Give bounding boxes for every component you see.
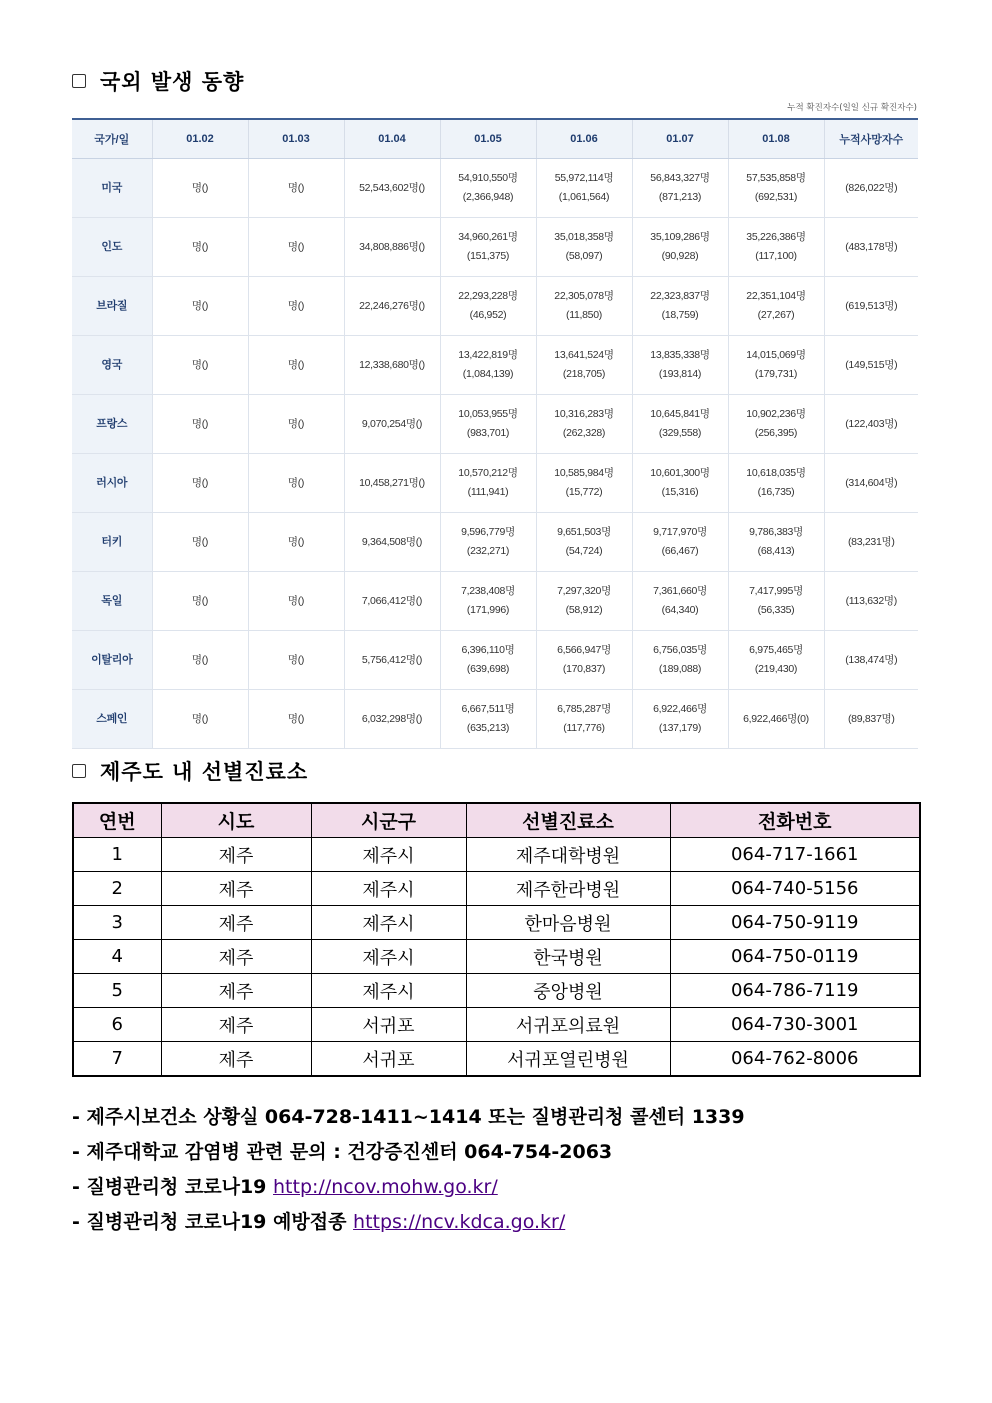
country-cell: 이탈리아: [72, 631, 152, 690]
value-line: 22,293,228명: [458, 290, 518, 302]
country-cell: 스페인: [72, 690, 152, 749]
clinic-cell: 제주한라병원: [466, 872, 670, 906]
value-cell: [248, 159, 344, 218]
table-row: [72, 513, 918, 572]
value-line: 9,364,508명(): [361, 535, 423, 548]
value-cell: [632, 572, 728, 631]
value-cell: [536, 277, 632, 336]
country-cell: 미국: [72, 159, 152, 218]
country-cell: 영국: [72, 336, 152, 395]
country-cell: 브라질: [72, 277, 152, 336]
table-row: [72, 159, 918, 218]
value-line: 13,422,819명: [458, 349, 518, 361]
overseas-header-cell: 01.06: [536, 119, 632, 159]
value-line: 35,018,358명: [554, 231, 614, 243]
value-line: 10,316,283명: [554, 408, 614, 420]
value-cell: [824, 690, 918, 749]
value-line: 10,570,212명: [458, 467, 518, 479]
value-line: (218,705): [562, 368, 606, 380]
value-cell: [440, 631, 536, 690]
value-line: 35,226,386명: [746, 231, 806, 243]
value-cell: [248, 218, 344, 277]
value-cell: [824, 277, 918, 336]
value-line: 6,396,110명: [461, 644, 515, 656]
value-line: (122,403명): [845, 417, 898, 430]
clinic-cell: 서귀포열린병원: [466, 1042, 670, 1077]
value-line: 명(): [287, 712, 305, 725]
value-cell: [344, 336, 440, 395]
table-row: [72, 336, 918, 395]
value-line: 명(): [191, 476, 209, 489]
overseas-title-text: 국외 발생 동향: [100, 70, 245, 94]
clinic-cell: 6: [73, 1008, 161, 1042]
value-line: (66,467): [661, 545, 699, 557]
value-line: (1,061,564): [558, 191, 610, 203]
value-cell: [344, 218, 440, 277]
value-line: (149,515명): [845, 358, 898, 371]
value-cell: [344, 277, 440, 336]
value-cell: [728, 218, 824, 277]
value-line: 명(): [287, 181, 305, 194]
overseas-section-title: [72, 66, 244, 96]
value-line: (170,837): [562, 663, 606, 675]
clinic-cell: 서귀포: [311, 1008, 466, 1042]
value-cell: [536, 336, 632, 395]
clinic-cell: 4: [73, 940, 161, 974]
value-cell: [344, 513, 440, 572]
value-line: (151,375): [466, 250, 510, 262]
value-line: 6,032,298명(): [361, 712, 423, 725]
contact-info: [72, 1100, 745, 1240]
overseas-header-cell: 누적사망자수: [824, 119, 918, 159]
value-cell: [728, 159, 824, 218]
value-line: 7,238,408명: [461, 585, 515, 597]
value-line: 명(): [287, 240, 305, 253]
table-row: [73, 838, 920, 872]
value-line: 6,667,511명: [461, 703, 515, 715]
value-line: 9,070,254명(): [361, 417, 423, 430]
value-line: 6,785,287명: [557, 703, 611, 715]
value-line: 6,975,465명: [749, 644, 803, 656]
value-line: 14,015,069명: [746, 349, 806, 361]
value-line: (64,340): [661, 604, 699, 616]
value-cell: [536, 631, 632, 690]
value-line: (138,474명): [845, 653, 898, 666]
clinic-header-cell: 시군구: [311, 803, 466, 838]
overseas-table: [72, 118, 918, 749]
value-line: 6,756,035명: [653, 644, 707, 656]
clinic-cell: 5: [73, 974, 161, 1008]
value-line: 7,066,412명(): [361, 594, 423, 607]
value-line: (983,701): [466, 427, 510, 439]
value-line: (826,022명): [845, 181, 898, 194]
value-cell: [152, 336, 248, 395]
value-line: (117,776): [563, 722, 605, 734]
table-row: [72, 572, 918, 631]
value-cell: [248, 277, 344, 336]
value-cell: [632, 690, 728, 749]
value-line: 34,960,261명: [458, 231, 518, 243]
overseas-header-cell: 01.05: [440, 119, 536, 159]
value-cell: [536, 690, 632, 749]
value-line: 명(): [191, 535, 209, 548]
contact-line-2: - 제주대학교 감염병 관련 문의 : 건강증진센터 064-754-2063: [72, 1141, 613, 1163]
value-line: 6,922,466명: [653, 703, 707, 715]
overseas-header-cell: 01.07: [632, 119, 728, 159]
ncov-link[interactable]: http://ncov.mohw.go.kr/: [273, 1176, 498, 1198]
value-line: 12,338,680명(): [359, 358, 425, 371]
value-line: 10,458,271명(): [359, 476, 425, 489]
table-row: [73, 1008, 920, 1042]
clinic-cell: 제주시: [311, 974, 466, 1008]
clinic-cell: 064-730-3001: [670, 1008, 920, 1042]
value-line: 6,922,466명(0): [743, 712, 809, 725]
value-line: 22,351,104명: [746, 290, 806, 302]
value-line: 명(): [191, 653, 209, 666]
value-cell: [344, 395, 440, 454]
value-line: (256,395): [754, 427, 798, 439]
value-cell: [440, 395, 536, 454]
value-cell: [152, 631, 248, 690]
value-line: 명(): [287, 476, 305, 489]
value-cell: [248, 513, 344, 572]
clinic-cell: 한국병원: [466, 940, 670, 974]
value-line: (639,698): [466, 663, 510, 675]
value-cell: [632, 218, 728, 277]
clinic-cell: 서귀포: [311, 1042, 466, 1077]
value-line: (111,941): [467, 486, 509, 498]
value-line: (137,179): [658, 722, 702, 734]
clinic-header-cell: 연번: [73, 803, 161, 838]
clinic-header-cell: 시도: [161, 803, 311, 838]
value-cell: [152, 218, 248, 277]
value-cell: [728, 513, 824, 572]
value-line: (18,759): [661, 309, 699, 321]
value-cell: [536, 572, 632, 631]
value-cell: [152, 572, 248, 631]
value-line: 명(): [191, 299, 209, 312]
value-cell: [632, 159, 728, 218]
value-cell: [440, 336, 536, 395]
value-cell: [824, 454, 918, 513]
value-cell: [728, 336, 824, 395]
value-cell: [632, 454, 728, 513]
value-cell: [824, 572, 918, 631]
table-row: [73, 940, 920, 974]
overseas-header-cell: 01.08: [728, 119, 824, 159]
overseas-header-row: [72, 119, 918, 159]
contact-line-4-text: - 질병관리청 코로나19 예방접종: [72, 1211, 354, 1233]
clinic-cell: 064-762-8006: [670, 1042, 920, 1077]
table-row: [72, 690, 918, 749]
value-line: (179,731): [754, 368, 798, 380]
value-line: 9,786,383명: [749, 526, 803, 538]
checkbox-icon: [72, 74, 86, 88]
value-cell: [536, 513, 632, 572]
value-line: (232,271): [466, 545, 510, 557]
table-row: [72, 218, 918, 277]
table-row: [73, 1042, 920, 1077]
value-line: 명(): [191, 712, 209, 725]
value-cell: [152, 454, 248, 513]
clinic-cell: 제주: [161, 1042, 311, 1077]
value-line: 52,543,602명(): [359, 181, 425, 194]
value-cell: [728, 454, 824, 513]
value-line: 명(): [191, 417, 209, 430]
value-cell: [440, 572, 536, 631]
value-line: 9,596,779명: [461, 526, 515, 538]
clinic-cell: 제주: [161, 940, 311, 974]
value-line: 10,601,300명: [650, 467, 710, 479]
value-line: (219,430): [754, 663, 798, 675]
value-line: (68,413): [757, 545, 795, 557]
value-line: (113,632명): [845, 594, 897, 607]
overseas-header-cell: 01.04: [344, 119, 440, 159]
clinic-cell: 064-740-5156: [670, 872, 920, 906]
value-line: (635,213): [466, 722, 510, 734]
ncv-link[interactable]: https://ncv.kdca.go.kr/: [353, 1211, 566, 1233]
value-line: (329,558): [658, 427, 702, 439]
clinic-cell: 제주시: [311, 872, 466, 906]
contact-line-4: [72, 1205, 745, 1240]
clinic-cell: 서귀포의료원: [466, 1008, 670, 1042]
value-line: (483,178명): [845, 240, 898, 253]
value-line: 명(): [287, 653, 305, 666]
value-cell: [728, 690, 824, 749]
value-line: (171,996): [466, 604, 510, 616]
value-line: (54,724): [565, 545, 603, 557]
value-cell: [152, 513, 248, 572]
value-line: 10,645,841명: [650, 408, 710, 420]
value-line: 명(): [191, 594, 209, 607]
value-cell: [440, 218, 536, 277]
table-row: [73, 872, 920, 906]
value-cell: [440, 159, 536, 218]
value-cell: [344, 572, 440, 631]
value-cell: [248, 395, 344, 454]
value-cell: [728, 572, 824, 631]
clinic-cell: 7: [73, 1042, 161, 1077]
country-cell: 러시아: [72, 454, 152, 513]
value-cell: [344, 631, 440, 690]
value-line: 57,535,858명: [746, 172, 806, 184]
value-cell: [728, 277, 824, 336]
value-line: 6,566,947명: [557, 644, 611, 656]
value-line: 명(): [191, 240, 209, 253]
country-cell: 프랑스: [72, 395, 152, 454]
value-line: 명(): [287, 594, 305, 607]
clinic-cell: 제주시: [311, 838, 466, 872]
value-cell: [152, 395, 248, 454]
value-line: (56,335): [757, 604, 795, 616]
clinic-cell: 3: [73, 906, 161, 940]
value-cell: [440, 277, 536, 336]
clinic-section-title: [72, 756, 308, 786]
clinic-cell: 064-717-1661: [670, 838, 920, 872]
value-line: 9,651,503명: [557, 526, 611, 538]
value-line: 5,756,412명(): [361, 653, 423, 666]
value-line: (1,084,139): [462, 368, 514, 380]
value-cell: [248, 631, 344, 690]
value-line: (90,928): [661, 250, 699, 262]
value-cell: [536, 395, 632, 454]
clinic-header-cell: 선별진료소: [466, 803, 670, 838]
clinic-cell: 제주: [161, 974, 311, 1008]
clinic-cell: 제주시: [311, 940, 466, 974]
value-cell: [344, 454, 440, 513]
value-line: (15,316): [661, 486, 699, 498]
clinic-cell: 한마음병원: [466, 906, 670, 940]
value-line: 명(): [287, 535, 305, 548]
clinic-cell: 제주: [161, 906, 311, 940]
value-cell: [536, 454, 632, 513]
value-line: 명(): [191, 181, 209, 194]
value-cell: [824, 336, 918, 395]
value-line: 명(): [287, 358, 305, 371]
table-row: [73, 906, 920, 940]
value-line: (58,097): [565, 250, 603, 262]
value-line: 10,618,035명: [746, 467, 806, 479]
table-note: 누적 확진자수(일일 신규 확진자수): [787, 103, 917, 113]
clinic-cell: 제주: [161, 1008, 311, 1042]
value-line: (15,772): [565, 486, 603, 498]
value-cell: [728, 395, 824, 454]
value-line: (314,604명): [845, 476, 898, 489]
clinic-cell: 제주대학병원: [466, 838, 670, 872]
clinic-cell: 2: [73, 872, 161, 906]
value-line: (27,267): [757, 309, 795, 321]
value-cell: [728, 631, 824, 690]
value-cell: [248, 690, 344, 749]
contact-line-3-text: - 질병관리청 코로나19: [72, 1176, 274, 1198]
value-line: (58,912): [565, 604, 603, 616]
value-line: (189,088): [658, 663, 702, 675]
value-line: (193,814): [658, 368, 702, 380]
value-line: (619,513명): [845, 299, 898, 312]
value-line: 명(): [287, 417, 305, 430]
value-cell: [632, 336, 728, 395]
value-line: (16,735): [757, 486, 795, 498]
clinic-cell: 제주: [161, 872, 311, 906]
contact-line-3: [72, 1170, 745, 1205]
table-row: [72, 631, 918, 690]
value-cell: [440, 690, 536, 749]
clinic-cell: 제주: [161, 838, 311, 872]
clinic-cell: 064-750-0119: [670, 940, 920, 974]
value-line: 10,053,955명: [458, 408, 518, 420]
value-cell: [440, 454, 536, 513]
value-line: (117,100): [755, 250, 797, 262]
value-cell: [248, 572, 344, 631]
value-line: (2,366,948): [462, 191, 514, 203]
value-line: 54,910,550명: [458, 172, 518, 184]
value-cell: [344, 159, 440, 218]
country-cell: 독일: [72, 572, 152, 631]
value-line: 13,835,338명: [650, 349, 710, 361]
value-line: (89,837명): [847, 712, 895, 725]
value-cell: [440, 513, 536, 572]
value-line: 7,297,320명: [557, 585, 611, 597]
overseas-header-cell: 국가/일: [72, 119, 152, 159]
checkbox-icon: [72, 764, 86, 778]
value-cell: [632, 277, 728, 336]
country-cell: 인도: [72, 218, 152, 277]
value-line: 55,972,114명: [554, 172, 614, 184]
contact-line-1: - 제주시보건소 상황실 064-728-1411~1414 또는 질병관리청 콜센터 1339: [72, 1106, 745, 1128]
clinic-cell: 064-786-7119: [670, 974, 920, 1008]
value-line: 9,717,970명: [653, 526, 707, 538]
value-line: 13,641,524명: [554, 349, 614, 361]
value-cell: [632, 395, 728, 454]
value-line: 34,808,886명(): [359, 240, 425, 253]
value-cell: [152, 690, 248, 749]
value-cell: [152, 159, 248, 218]
clinic-cell: 중앙병원: [466, 974, 670, 1008]
value-line: (11,850): [566, 309, 602, 321]
value-line: 7,417,995명: [749, 585, 803, 597]
value-cell: [824, 395, 918, 454]
clinic-table: [72, 802, 921, 1077]
clinic-title-text: 제주도 내 선별진료소: [100, 760, 309, 784]
value-cell: [824, 218, 918, 277]
country-cell: 터키: [72, 513, 152, 572]
value-line: 7,361,660명: [653, 585, 707, 597]
value-line: 22,323,837명: [650, 290, 710, 302]
clinic-cell: 1: [73, 838, 161, 872]
value-line: 10,902,236명: [746, 408, 806, 420]
value-cell: [632, 631, 728, 690]
value-cell: [152, 277, 248, 336]
clinic-header-row: [73, 803, 920, 838]
value-line: (83,231명): [847, 535, 895, 548]
value-line: 명(): [191, 358, 209, 371]
value-cell: [536, 218, 632, 277]
table-row: [73, 974, 920, 1008]
value-cell: [824, 631, 918, 690]
value-cell: [536, 159, 632, 218]
value-cell: [632, 513, 728, 572]
value-cell: [824, 513, 918, 572]
value-line: 56,843,327명: [650, 172, 710, 184]
value-line: (692,531): [754, 191, 798, 203]
value-cell: [344, 690, 440, 749]
value-line: 35,109,286명: [650, 231, 710, 243]
clinic-cell: 제주시: [311, 906, 466, 940]
value-line: 명(): [287, 299, 305, 312]
overseas-header-cell: 01.03: [248, 119, 344, 159]
value-cell: [248, 336, 344, 395]
value-line: 10,585,984명: [554, 467, 614, 479]
value-cell: [248, 454, 344, 513]
value-line: (871,213): [658, 191, 702, 203]
value-line: (262,328): [562, 427, 606, 439]
clinic-cell: 064-750-9119: [670, 906, 920, 940]
overseas-header-cell: 01.02: [152, 119, 248, 159]
table-row: [72, 395, 918, 454]
value-cell: [824, 159, 918, 218]
value-line: (46,952): [469, 309, 507, 321]
clinic-header-cell: 전화번호: [670, 803, 920, 838]
table-row: [72, 454, 918, 513]
table-row: [72, 277, 918, 336]
value-line: 22,246,276명(): [359, 299, 425, 312]
value-line: 22,305,078명: [554, 290, 614, 302]
